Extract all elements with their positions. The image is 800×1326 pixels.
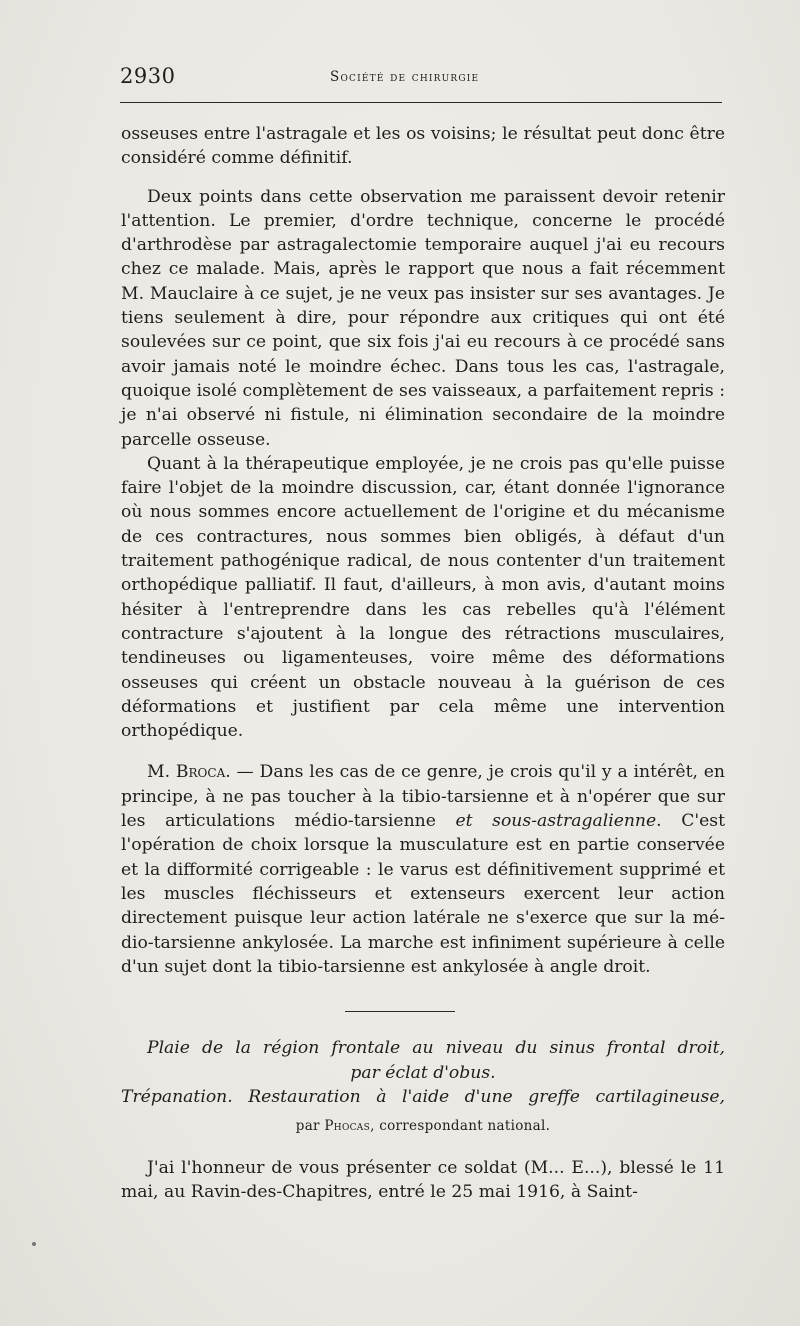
section-separator: [345, 1011, 455, 1012]
broca-text-part1: . — Dans les cas de ce genre, je crois qu'il y a intérêt, en principe, à ne pas toucher à la tibio-tarsienne et à n'opérer que sur les articulations médio-tarsienne: [121, 762, 725, 832]
paragraph-continuation: osseuses entre l'astragale et les os voisins; le résultat peut donc être considéré comme définitif.: [121, 124, 725, 169]
article-byline: [121, 1116, 725, 1136]
paragraph-observation-points: Deux points dans cette observation me paraissent devoir retenir l'attention. Le premier, d'ordre technique, concerne le procédé d'arthrodèse par astragalectomie temporaire auquel j'ai eu recours chez ce malade. Mais, après le rapport que nous a fait récemment M. Mauclaire à ce sujet, je ne veux pas insister sur ses avantages. Je tiens seulement à dire, pour répondre aux critiques qui ont été soulevées sur ce point, que six fois j'ai eu recours à ce procédé sans avoir jamais noté le moindre échec. Dans tous les cas, l'astragale, quoique isolé complètement de ses vaisseaux, a parfaitement repris : je n'ai observé ni fistule, ni élimination secondaire de la moindre parcelle osseuse.: [121, 186, 725, 450]
broca-text-part2: . C'est l'opération de choix lorsque la musculature est en partie conservée et la difformité corrigeable : le varus est définitivement supprimé et les muscles fléchisseurs et extenseurs exercent leur action directement puisque leur action latérale ne s'exerce que sur la médio-tarsienne ankylosée. La marche est infiniment supérieure à celle d'un sujet dont la tibio-tarsienne est ankylosée à angle droit.: [121, 811, 725, 977]
article-title-line-2: par éclat d'obus.: [350, 1062, 496, 1083]
byline-suffix: , correspondant national.: [370, 1117, 551, 1134]
article-opening: [121, 1156, 725, 1205]
paragraph-broca-remarks: [121, 760, 725, 979]
paper-speck: [32, 1242, 36, 1246]
speaker-name: Broca: [175, 762, 226, 783]
byline-prefix: par: [295, 1117, 320, 1134]
paragraph-therapeutics: Quant à la thérapeutique employée, je ne crois pas qu'elle puisse faire l'objet de la moindre discussion, car, étant donnée l'ignorance où nous sommes encore actuellement de l'origine et du mécanisme de ces contractures, nous sommes bien obligés, à défaut d'un traitement pathogénique radical, de nous contenter d'un traitement orthopédique palliatif. Il faut, d'ailleurs, à mon avis, d'autant moins hésiter à l'entreprendre dans les cas rebelles qu'à l'élément contracture s'ajoutent à la longue des rétractions musculaires, tendineuses ou ligamenteuses, voire même des déformations osseuses qui créent un obstacle nouveau à la guérison de ces déformations et justifient par cela même une intervention orthopédique.: [121, 453, 725, 742]
broca-italic-term: et sous-astragalienne: [455, 811, 657, 832]
running-head: Société de chirurgie: [330, 69, 480, 85]
article-title-line-3: Trépanation. Restauration à l'aide d'une greffe cartilagineuse,: [121, 1087, 725, 1107]
header-rule: [120, 102, 722, 103]
byline-author: Phocas: [324, 1117, 371, 1134]
article-opening-paragraph: J'ai l'honneur de vous présenter ce soldat (M... E...), blessé le 11 mai, au Ravin-des-Chapitres, entré le 25 mai 1916, à Saint-: [121, 1158, 725, 1203]
page-header: [120, 64, 726, 94]
page-number: 2930: [120, 64, 176, 88]
body-text: [121, 122, 725, 979]
speaker-prefix: M.: [147, 762, 176, 783]
article-title-line-1: Plaie de la région frontale au niveau du sinus frontal droit,: [147, 1038, 725, 1058]
article-title-block: [121, 1036, 725, 1136]
